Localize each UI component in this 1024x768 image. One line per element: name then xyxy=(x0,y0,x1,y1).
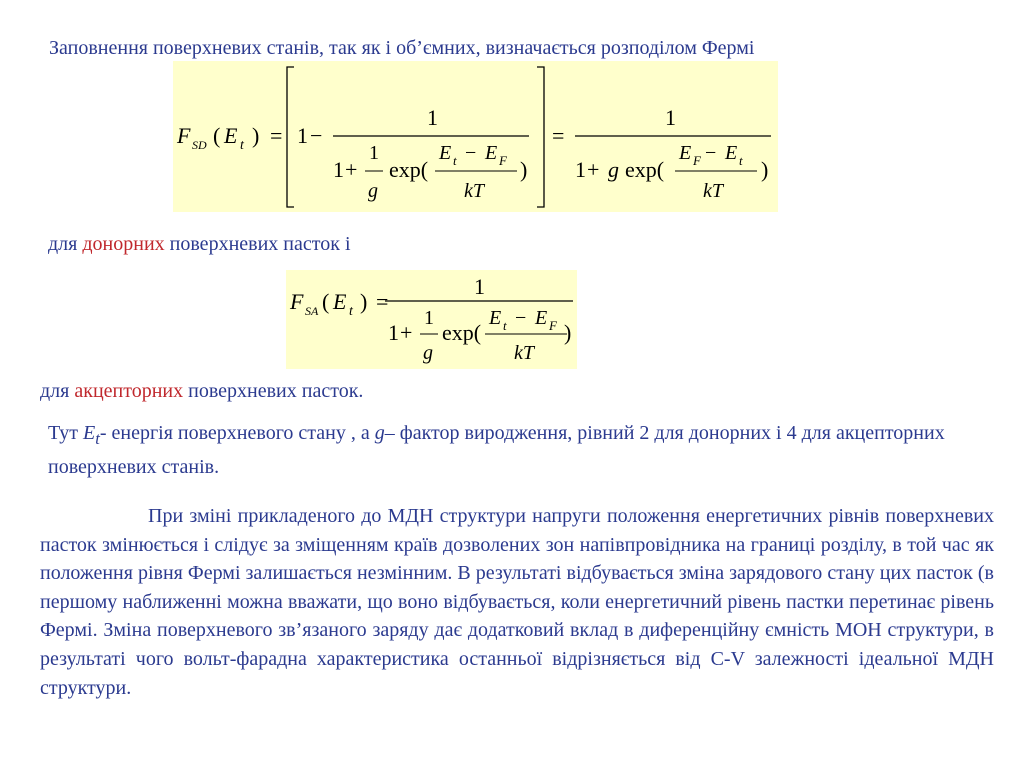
fsd-E: E xyxy=(224,123,238,148)
fsd2-rparen: ) xyxy=(761,157,769,182)
fsa-inner-minus: − xyxy=(515,307,527,329)
note-part3: – фактор виродження, рівний 2 для донорних і 4 для акцепторних поверхневих станів. xyxy=(48,422,945,478)
intro-text: Заповнення поверхневих станів, так як і об’ємних, визначається розподілом Фермі xyxy=(49,37,755,59)
fsd2-Et: E xyxy=(725,142,738,164)
donor-line xyxy=(48,232,351,256)
fsd-sub: SD xyxy=(192,138,207,152)
fsd-Et: E xyxy=(439,142,452,164)
fsa-close: ) xyxy=(360,289,368,314)
fsa-small-one: 1 xyxy=(424,307,434,329)
fsd2-EF: E xyxy=(679,142,692,164)
acceptor-suffix: поверхневих пасток. xyxy=(183,380,364,402)
note-part1: Тут xyxy=(48,422,83,444)
fsa-rparen: ) xyxy=(564,320,572,345)
fsd-minus: − xyxy=(310,123,323,148)
fsd-t: t xyxy=(240,138,244,153)
acceptor-highlight: акцепторних xyxy=(74,380,184,402)
fsd2-Et-sub: t xyxy=(739,153,743,168)
fsd-kT: kT xyxy=(464,180,484,202)
fsa-open: ( xyxy=(322,289,330,314)
fsa-sub: SA xyxy=(305,304,319,318)
fsd-eq1: = xyxy=(270,123,283,148)
fsa-g: g xyxy=(423,342,433,364)
fsd-eq2: = xyxy=(552,123,565,148)
formula-fsd xyxy=(173,61,778,212)
note-E: E xyxy=(82,422,96,444)
fsa-num: 1 xyxy=(474,274,485,299)
fsd2-kT: kT xyxy=(703,180,723,202)
fsd2-inner-minus: − xyxy=(705,142,717,164)
note-part2: - енергія поверхневого стану , а xyxy=(99,422,375,444)
note-t-sub: t xyxy=(95,429,100,448)
donor-highlight: донорних xyxy=(82,233,165,255)
fsd-rparen: ) xyxy=(520,157,528,182)
acceptor-prefix: для xyxy=(40,380,75,402)
fsd-num2: 1 xyxy=(665,105,676,130)
donor-prefix: для xyxy=(48,233,83,255)
fsa-kT: kT xyxy=(514,342,534,364)
fsd2-EF-sub: F xyxy=(693,153,701,168)
fsd-close: ) xyxy=(252,123,260,148)
body-paragraph: При зміні прикладеного до МДН структури напруги положення енергетичних рівнів поверхневих пасток змінюється і слідує за зміщенням країв дозволених зон напівпровідника на границі розділу, в той час як положення рівня Фермі залишається незмінним. В результаті відбувається зміна зарядового стану цих пасток (в першому наближенні можна вважати, що воно відбувається, коли енергетичний рівень пастки перетинає рівень Фермі. Зміна поверхневого зв’язаного заряду дає додатковий вклад в диференційну ємність МОН структури, в результаті чого вольт-фарадна характеристика останньої відрізняється від C-V залежності ідеальної МДН структури. xyxy=(40,505,994,699)
note-g: g xyxy=(374,422,385,444)
fsd-small-one: 1 xyxy=(369,142,379,164)
fsd-F: F xyxy=(177,123,191,148)
acceptor-line xyxy=(40,379,363,403)
donor-suffix: поверхневих пасток і xyxy=(164,233,351,255)
right-bracket xyxy=(537,67,544,207)
left-bracket xyxy=(287,67,294,207)
fsd2-one: 1 xyxy=(575,157,586,182)
fsd-num1: 1 xyxy=(427,105,438,130)
fsd-den-plus: + xyxy=(345,157,358,182)
fsd-inner-minus: − xyxy=(465,142,477,164)
fsd-den-one: 1 xyxy=(333,157,344,182)
note-text xyxy=(48,419,994,481)
fsa-EF: E xyxy=(535,307,548,329)
fsa-den-one: 1 xyxy=(388,320,399,345)
formula-fsa xyxy=(286,270,577,369)
fsd-EF-sub: F xyxy=(499,153,507,168)
fsd2-plus: + xyxy=(587,157,600,182)
fsd-EF: E xyxy=(485,142,498,164)
fsa-exp: exp( xyxy=(442,320,482,345)
fsa-F: F xyxy=(290,289,304,314)
fsd2-exp: exp( xyxy=(625,157,665,182)
fsd2-g: g xyxy=(608,157,619,182)
fsd-g1: g xyxy=(368,180,378,202)
fsa-E: E xyxy=(333,289,347,314)
fsa-Et: E xyxy=(489,307,502,329)
fsd-Et-sub: t xyxy=(453,153,457,168)
fsd-open: ( xyxy=(213,123,221,148)
fsa-t: t xyxy=(349,304,353,319)
fsa-den-plus: + xyxy=(400,320,413,345)
fsd-exp: exp( xyxy=(389,157,429,182)
fsd-one: 1 xyxy=(297,123,308,148)
fsa-EF-sub: F xyxy=(549,318,557,333)
fsa-eq: = xyxy=(376,289,389,314)
fsa-Et-sub: t xyxy=(503,318,507,333)
